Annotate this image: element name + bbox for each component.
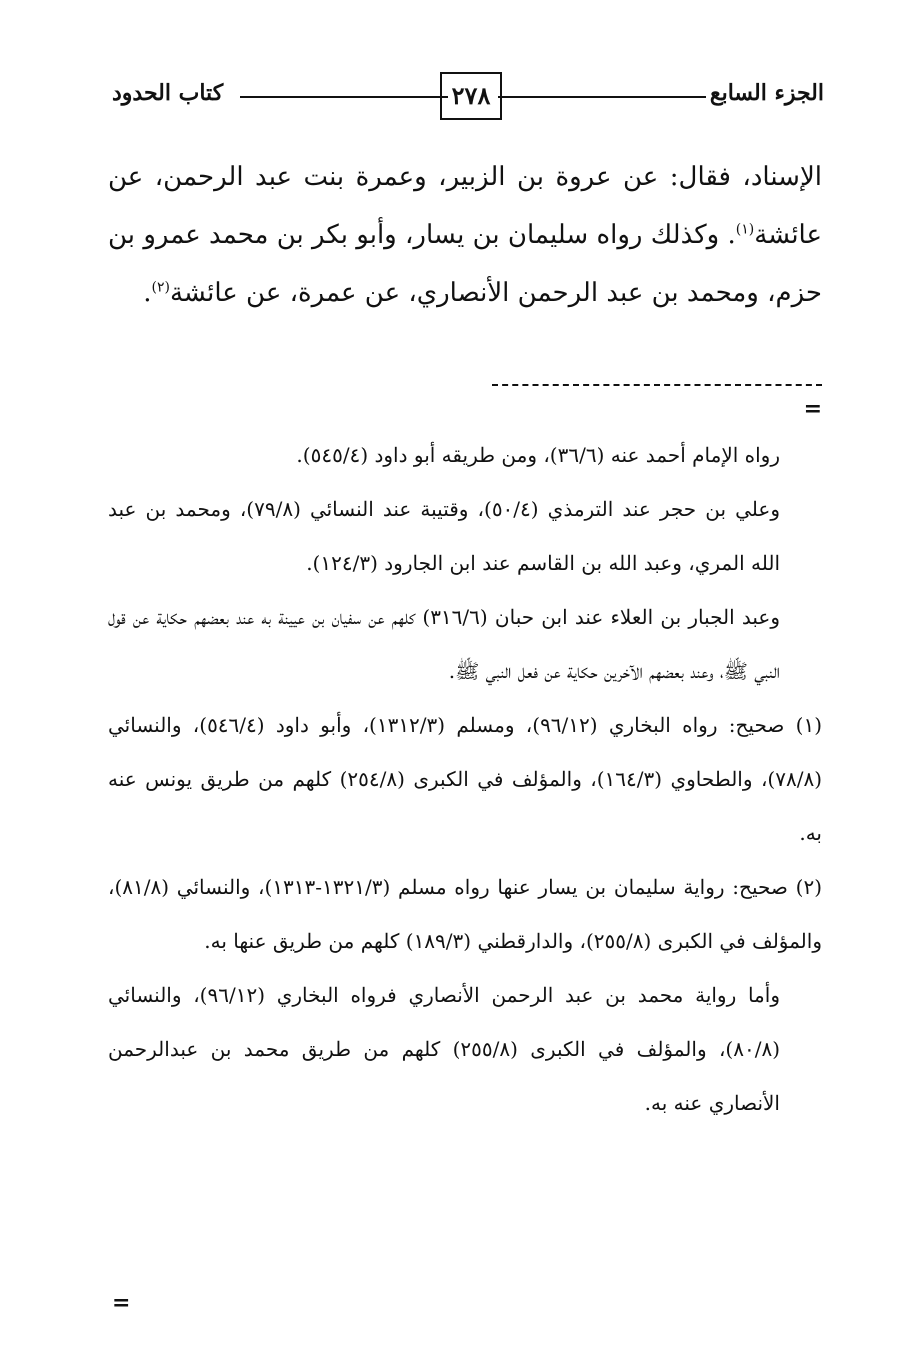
note-continued-3: وعبد الجبار بن العلاء عند ابن حبان (٣١٦/٦) كلهم عن سفيان بن عيينة به عند بعضهم حكاية عن قول النبي ﷺ، وعند بعضهم الآخرين حكاية عن فعل النبي ﷺ.	[108, 605, 781, 683]
header-rule-left	[240, 96, 448, 98]
page-number: ٢٧٨	[451, 81, 491, 110]
note-continued-1: رواه الإمام أحمد عنه (٣٦/٦)، ومن طريقه أبو داود (٥٤٥/٤).	[296, 443, 780, 467]
main-text-end: .	[143, 278, 152, 308]
footnote-ref-2[interactable]: (٢)	[151, 279, 170, 296]
volume-title: الجزء السابع	[709, 80, 824, 106]
main-text-part2: . وكذلك رواه سليمان بن يسار، وأبو بكر بن محمد عمرو بن حزم، ومحمد بن عبد الرحمن الأنصاري، عن عمرة، عن عائشة	[108, 220, 822, 308]
footnote-1: (١) صحيح: رواه البخاري (٩٦/١٢)، ومسلم (١٣١٢/٣)، وأبو داود (٥٤٦/٤)، والنسائي (٧٨/٨)، والطحاوي (١٦٤/٣)، والمؤلف في الكبرى (٢٥٤/٨) كلهم من طريق يونس عنه به.	[108, 713, 823, 845]
footnote-ref-1[interactable]: (١)	[735, 221, 755, 238]
footnote-2-continued: وأما رواية محمد بن عبد الرحمن الأنصاري فرواه البخاري (٩٦/١٢)، والنسائي (٨٠/٨)، والمؤلف في الكبرى (٢٥٥/٨) كلهم من طريق محمد بن عبدالرحمن الأنصاري عنه به.	[108, 983, 780, 1115]
main-paragraph	[108, 148, 822, 322]
footnote-separator	[492, 384, 822, 386]
header-rule-right	[498, 96, 706, 98]
footnote-2: (٢) صحيح: رواية سليمان بن يسار عنها رواه مسلم (١٣٢١/٣-١٣١٣)، والنسائي (٨١/٨)، والمؤلف في الكبرى (٢٥٥/٨)، والدارقطني (١٨٩/٣) كلهم من طريق عنها به.	[108, 875, 822, 953]
main-text	[108, 148, 822, 322]
footnotes	[108, 428, 822, 1130]
running-header	[112, 72, 824, 126]
chapter-title: كتاب الحدود	[112, 80, 224, 106]
main-text-part1: الإسناد، فقال: عن عروة بن الزبير، وعمرة بنت عبد الرحمن، عن عائشة	[108, 162, 822, 250]
continuation-mark-bottom: =	[112, 1290, 131, 1316]
page-number-box	[440, 72, 502, 120]
continuation-mark-top: =	[803, 396, 822, 422]
note-continued-2: وعلي بن حجر عند الترمذي (٥٠/٤)، وقتيبة عند النسائي (٧٩/٨)، ومحمد بن عبد الله المري، وعبد الله بن القاسم عند ابن الجارود (١٢٤/٣).	[108, 497, 780, 575]
